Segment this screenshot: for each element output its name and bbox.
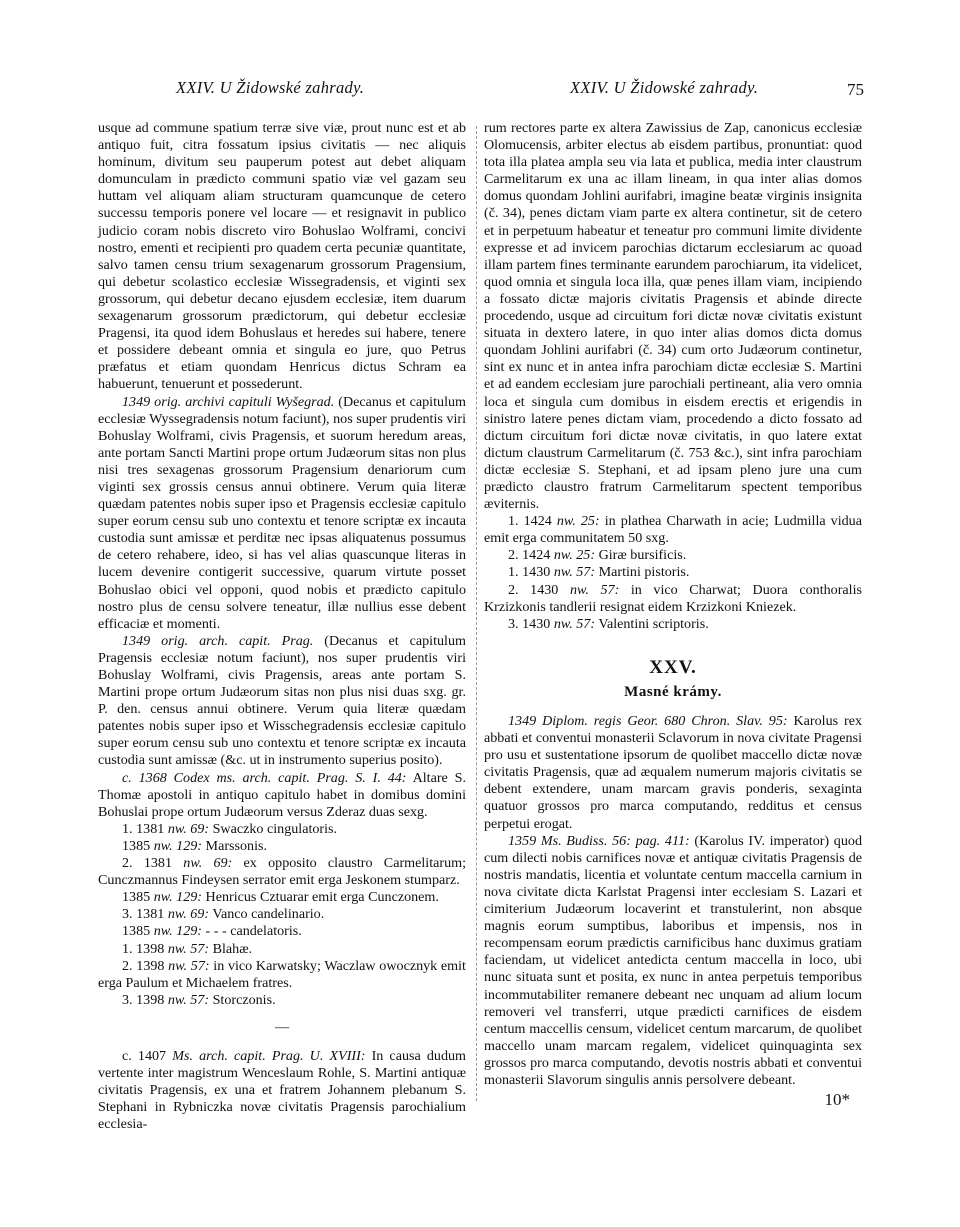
source-reference: 1349 orig. arch. capit. Prag. [122, 632, 314, 649]
page-number: 75 [847, 80, 864, 99]
right-column [484, 120, 862, 1108]
list-item: 1. 1430 nw. 57: Martini pistoris. [508, 564, 690, 581]
paragraph: c. 1407 Ms. arch. capit. Prag. U. XVIII: In causa dudum vertente inter magistrum Wenceslaum Rohle, S. Martini antiquæ civitatis Pragensis, ex una et fratrem Johannem plebanum S. Stephani in Rybniczka novæ civitatis Pragensis parochialium ecclesia- [98, 1047, 466, 1133]
list-item: 3. 1430 nw. 57: Valentini scriptoris. [508, 615, 709, 632]
running-title-right: XXIV. U Židowské zahrady. [570, 78, 759, 97]
paragraph: rum rectores parte ex altera Zawissius de Zap, canonicus ecclesiæ Olomucensis, arbiter electus ab eisdem partibus, pronuntiat: quod tota illa platea ampla seu via lata et publica, media inter claustrum Carmelitarum ex una ac illam lineam, in qua inter alias domos domus quondam Johlini aurifabri, imagine beatæ virginis insignita (č. 34), penes dictam viam parte ex altera continetur, sit de cetero et in perpetuum habeatur et teneatur pro communi limite dividente expresse et ad invicem parochias dictarum ecclesiarum ac quoad illam partem fines terminante earundem parochiarum, ita videlicet, quod omnia et singula loca illa, quæ penes illam viam, incipiendo a fossato dictæ majoris civitatis Pragensis et abinde directe procedendo, usque ad circuitum fori dictæ novæ civitatis existunt situata in dextero latere, in quo inter alias domos dicta domus quondam Johlini aurifabri (č. 34) cum orto Judæorum continetur, sint ex nunc et in antea infra parochiam dictæ ecclesiæ S. Martini et ad eandem ecclesiam jure parochiali pertineant, alia vero omnia loca et singula cum domibus in eisdem erectis et erigendis in sinistro latere penes dictam viam, procedendo a dicto fossato ad dictum circuitum fori dictæ novæ civitatis, in quo latere extat dictum claustrum Carmelitarum (č. 753 &c.), sint infra parochiam dictæ ecclesiæ S. Stephani, et ad ipsam pleno jure una cum prædicto claustro fratrum Carmelitarum spectent temporibus æviternis. [484, 120, 862, 513]
list-item: 2. 1424 nw. 25: Giræ bursificis. [508, 547, 687, 564]
source-reference: Ms. arch. capit. Prag. U. XVIII: [172, 1047, 366, 1064]
signature-mark: 10* [824, 1090, 850, 1110]
list-item: 1385 nw. 129: - - - candelatoris. [122, 923, 302, 940]
list-item: 3. 1381 nw. 69: Vanco candelinario. [122, 906, 325, 923]
source-reference: 1349 Diplom. regis Geor. 680 Chron. Slav. 95: [508, 713, 788, 729]
list-item: 2. 1381 nw. 69: ex opposito claustro Carmelitarum; Cunczmannus Findeysen serrator emit erga Jeskonem stumparz. [98, 855, 466, 889]
list-item: 1385 nw. 129: Henricus Cztuarar emit erga Cunczonem. [122, 889, 439, 906]
separator-dash: — [274, 1018, 290, 1035]
paragraph: 1349 Diplom. regis Geor. 680 Chron. Slav. 95: Karolus rex abbati et conventui monasterii Sclavorum in nova civitate Pragensi pro usu et sustentatione ipsorum de quolibet maccello dictæ novæ civitatis Pragensis, quæ ad æqualem numerum majoris civitatis se debent extendere, unam marcam gravis ponderis, sexaginta quatuor grossos pro marca computando, redditus et census perpetui erogat. [484, 713, 862, 832]
paragraph: usque ad commune spatium terræ sive viæ, prout nunc est et ab antiquo fuit, citra fossatum ipsius civitatis — nec aliquis hominum, divitum seu pauperum potest aut debet aliquam domunculam in prædicto communi spatio viæ vel gazam seu huttam vel aliquam aliam structuram quamcunque de cetero successu temporis ponere vel locare — et resignavit in publico judicio coram nobis discreto viro Bohuslao Wolframi, concivi nostro, ementi et recipienti pro quadem certa pecuniæ quantitate, salvo tamen censu trium sexagenarum grossorum Pragensium, qui debetur scolastico ecclesiæ Wissegradensis, et viginti sex grossorum, qui debetur decano ejusdem ecclesiæ, item duarum sexagenarum grossorum prædictorum, qui debetur ecclesiæ Pragensi, ita quod idem Bohuslaus et heredes sui habere, tenere et possidere debeant omnia et singula eo jure, quo Petrus præfatus et etiam quondam Henricus dictus Schram ea habuerunt, tenuerunt et possederunt. [98, 120, 466, 393]
column-divider [476, 126, 477, 1101]
paragraph: 1349 orig. arch. capit. Prag. (Decanus et capitulum Pragensis ecclesiæ notum faciunt), nos super prudentis viri Bohuslay Wolframi, civis Pragensis, areas ante portam S. Martini prope ortum Judæorum sitas non plus nisi duas sxg. gr. P. den. census annui obtinere. Verum quia literæ quædam patentes nobis super ipso et Wisschegradensis ecclesiæ capitulo super eorum censu sub uno contextu et tenore scriptæ ex incauta custodia sunt amissæ (&c. ut in instrumento superius posito). [98, 632, 466, 769]
list-item: 1. 1381 nw. 69: Swaczko cingulatoris. [122, 820, 338, 837]
source-reference: 1359 Ms. Budiss. 56: pag. 411: [508, 832, 690, 849]
list-item: 1. 1398 nw. 57: Blahæ. [122, 940, 253, 957]
section-number: XXV. [649, 656, 697, 678]
list-item: 2. 1398 nw. 57: in vico Karwatsky; Waczlaw owocznyk emit erga Paulum et Michaelem fratres. [98, 957, 466, 991]
list-item: 2. 1430 nw. 57: in vico Charwat; Duora conthoralis Krzizkonis tandlerii resignat eidem Krzizkoni Kniezek. [484, 581, 862, 615]
source-reference: 1349 orig. archivi capituli Wyšegrad. [122, 393, 335, 410]
section-title: Masné krámy. [624, 683, 722, 700]
running-title-left: XXIV. U Židowské zahrady. [176, 78, 365, 97]
list-item: 1385 nw. 129: Marssonis. [122, 837, 268, 854]
paragraph: 1359 Ms. Budiss. 56: pag. 411: (Karolus IV. imperator) quod cum dilecti nobis carnifices novæ et antiquæ civitatis Pragensis de nostris mandatis, licentia et voluntate centum maccella carnium in nova civitate dicta Karlstat Pragensi inter ecclesiam S. Lazari et cimiterium Judæorum locaverint et transtulerint, non absque magnis eorum sumptibus, laboribus et impensis, nos in recompensam eorum prædictis carnificibus hanc duximus gratiam faciendam, ut videlicet antedicta centum maccella in loco, ubi nunc situata sunt et posita, ex nunc in antea perpetuis temporibus incommutabiliter remanere debeant nec unquam ad alium locum removeri vel transferri, utque prædicti carnifices de eisdem centum maccellis censum, videlicet centum marcarum, de quolibet maccello unam marcam regalem, videlicet quinquaginta sex grossos pro marca computando, devotis nostris abbati et conventui monasterii Slavorum singulis annis persolvere debeant. [484, 832, 862, 1088]
list-item: 1. 1424 nw. 25: in plathea Charwath in acie; Ludmilla vidua emit erga communitatem 50 sxg. [484, 513, 862, 547]
list-item: 3. 1398 nw. 57: Storczonis. [122, 991, 276, 1008]
paragraph: c. 1368 Codex ms. arch. capit. Prag. S. I. 44: Altare S. Thomæ apostoli in antiquo capitulo habet in domibus domini Bohuslai prope ortum Judæorum versus Zderaz duas sexg. [98, 769, 466, 820]
paragraph: 1349 orig. archivi capituli Wyšegrad. (Decanus et capitulum ecclesiæ Wyssegradensis notum faciunt), nos super prudentis viri Bohuslay Wolframi, civis Pragensis, et suorum heredum areas, ante portam Sancti Martini prope ortum Judæorum sitas non plus nisi tres sexagenas grossorum Pragensium denariorum cum viginti sex grossis census annui obtinere. Verum quia literæ quædam patentes nobis super ipso et Pragensis ecclesiæ capitulo super eorum censu sub uno contextu et tenore scriptæ ex incauta custodia sunt amissæ et perditæ nec ipsas aliquatenus possumus de cetero rehabere, ideo, si has vel alias quascunque literas in lucem devenire contigerit successive, quarum virtute posset Bohuslao obici vel opponi, quod nobis et prædicto capitulo nostro plus de censu solvere teneatur, illæ nullius esse debent efficaciæ et momenti. [98, 393, 466, 632]
left-column [98, 120, 466, 1133]
source-reference: c. 1368 Codex ms. arch. capit. Prag. S. I. 44: [122, 769, 407, 786]
